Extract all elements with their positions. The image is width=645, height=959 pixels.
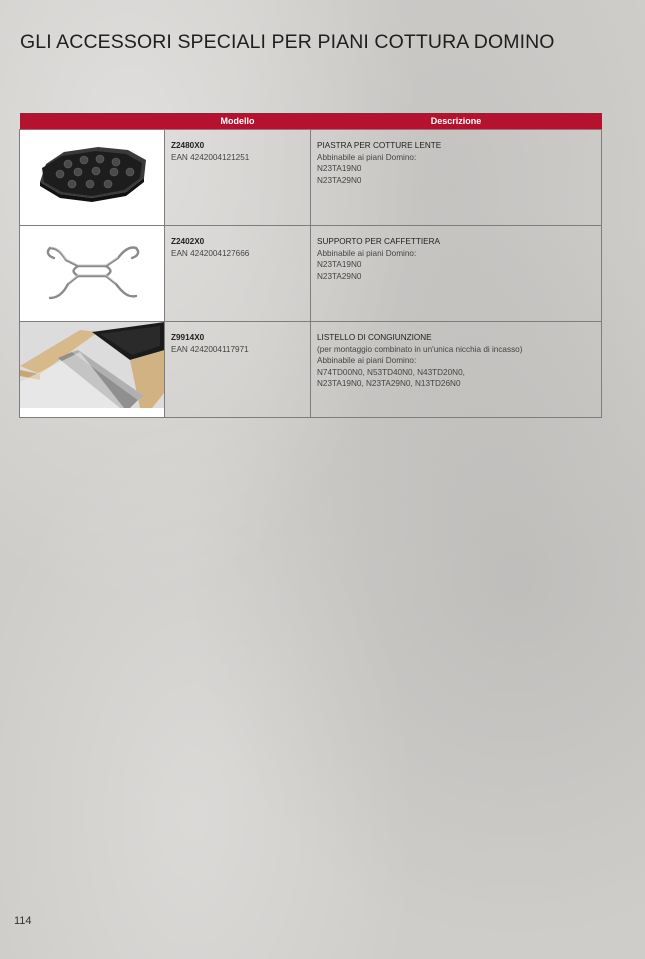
ean-code: EAN 4242004117971 — [171, 344, 249, 354]
table-header-row — [20, 113, 602, 130]
description-line: N74TD00N0, N53TD40N0, N43TD20N0, — [317, 367, 465, 377]
header-description: Descrizione — [311, 113, 602, 130]
joining-strip-image — [20, 322, 165, 408]
product-image-cell — [20, 322, 165, 418]
ean-code: EAN 4242004121251 — [171, 152, 250, 162]
accessories-table — [19, 113, 602, 418]
description-title: SUPPORTO PER CAFFETTIERA — [317, 237, 440, 246]
model-cell — [165, 130, 311, 226]
model-code: Z9914X0 — [171, 333, 205, 342]
header-image-column — [20, 113, 165, 130]
description-line: N23TA29N0 — [317, 175, 362, 185]
description-cell — [311, 226, 602, 322]
ean-code: EAN 4242004127666 — [171, 248, 250, 258]
page-title: GLI ACCESSORI SPECIALI PER PIANI COTTURA DOMINO — [20, 31, 555, 53]
model-cell — [165, 226, 311, 322]
model-code: Z2480X0 — [171, 141, 205, 150]
description-title: LISTELLO DI CONGIUNZIONE — [317, 333, 432, 342]
description-line: N23TA29N0 — [317, 271, 362, 281]
description-line: N23TA19N0 — [317, 164, 362, 173]
description-line: Abbinabile ai piani Domino: — [317, 152, 417, 162]
table-row — [20, 130, 602, 226]
description-line: N23TA19N0 — [317, 260, 362, 269]
coffee-support-image — [20, 226, 165, 312]
product-image-cell — [20, 226, 165, 322]
description-line: N23TA19N0, N23TA29N0, N13TD26N0 — [317, 379, 461, 388]
model-cell — [165, 322, 311, 418]
description-line: Abbinabile ai piani Domino: — [317, 248, 417, 258]
page-number: 114 — [14, 915, 32, 927]
header-model: Modello — [165, 113, 311, 130]
model-code: Z2402X0 — [171, 237, 205, 246]
description-cell — [311, 322, 602, 418]
product-image-cell — [20, 130, 165, 226]
description-line: Abbinabile ai piani Domino: — [317, 356, 417, 365]
description-cell — [311, 130, 602, 226]
table-row — [20, 226, 602, 322]
table-row — [20, 322, 602, 418]
description-line: (per montaggio combinato in un'unica nicchia di incasso) — [317, 344, 523, 354]
wok-plate-image — [20, 130, 165, 216]
description-title: PIASTRA PER COTTURE LENTE — [317, 141, 442, 150]
